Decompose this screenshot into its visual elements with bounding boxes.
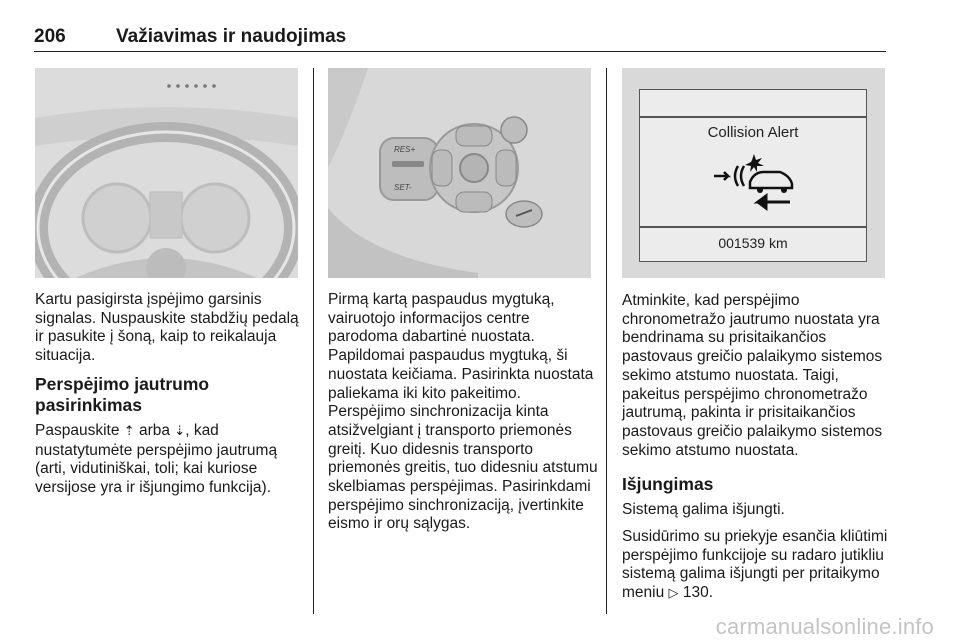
figure-dashboard <box>35 68 298 278</box>
col1-paragraph-1: Kartu pasigirsta įspėjimo garsinis signalas. Nuspauskite stabdžių pedalą ir pasukite į šoną, kaip to reikalauja situacija. <box>35 291 299 365</box>
page-header <box>34 26 886 52</box>
sensitivity-increase-icon: ⇡ <box>123 423 135 439</box>
display-screen <box>639 89 867 262</box>
odometer-readout: 001539 km <box>718 235 788 251</box>
col1-heading: Perspėjimo jautrumo pasirinkimas <box>35 373 210 415</box>
dashboard-illustration <box>35 68 298 278</box>
svg-text:SET-: SET- <box>394 183 412 192</box>
col3-paragraph-2: Sistemą galima išjungti. <box>622 501 785 519</box>
steering-buttons-illustration <box>328 68 591 278</box>
figure-collision-display <box>622 68 885 278</box>
figure-steering-buttons <box>328 68 591 278</box>
column-divider-2 <box>606 68 607 614</box>
watermark: carmanualsonline.info <box>715 614 934 639</box>
header-rule <box>34 51 886 52</box>
page-title: Važiavimas ir naudojimas <box>116 26 347 47</box>
column-3 <box>622 292 892 612</box>
col3-paragraph-3: Susidūrimo su priekyje esančia kliūtimi perspėjimo funkcijoje su radaro jutikliu sistemą galima išjungti per pritaikymo meniu ▷ 130. <box>622 528 888 602</box>
sensitivity-decrease-icon: ⇣ <box>174 423 186 439</box>
column-1 <box>35 291 301 506</box>
svg-text:RES+: RES+ <box>394 145 416 154</box>
display-title: Collision Alert <box>707 124 799 141</box>
col3-heading: Išjungimas <box>622 474 714 495</box>
col3-paragraph-1: Atminkite, kad perspėjimo chronometražo jautrumo nuostata yra bendrinama su prisitaikančios pastovaus greičio palaikymo sistemos sekimo atstumo nuostata. Taigi, pakeitus perspėjimo chronometražo jautrumą, pakinta ir prisitaikančios pastovaus greičio palaikymo sistemos sekimo atstumo nuostata. <box>622 292 883 459</box>
page-reference-link[interactable]: 130. <box>682 584 714 602</box>
triangle-ref-icon: ▷ <box>668 586 679 602</box>
column-divider-1 <box>313 68 314 614</box>
col1-paragraph-2: Paspauskite ⇡ arba ⇣, kad nustatytumėte perspėjimo jautrumą (arti, vidutiniškai, toli; kai kuriose versijose yra ir išjungimo funkcija). <box>35 421 278 496</box>
col2-paragraph-1: Pirmą kartą paspaudus mygtuką, vairuotojo informacijos centre parodoma dabartinė nuostata. Papildomai paspaudus mygtuką, ši nuostata keičiama. Pasirinkta nuostata paliekama iki kito pakeitimo. Perspėjimo sinchronizacija kinta atsižvelgiant į transporto priemonės greitį. Kuo didesnis transporto priemonės greitis, tuo didesniu atstumu skelbiamas perspėjimas. Pasirinkdami perspėjimo sinchronizaciją, įvertinkite eismo ir orų sąlygas. <box>328 291 598 533</box>
collision-warning-icon <box>710 154 800 218</box>
page-number: 206 <box>34 26 66 47</box>
column-2 <box>328 291 600 542</box>
